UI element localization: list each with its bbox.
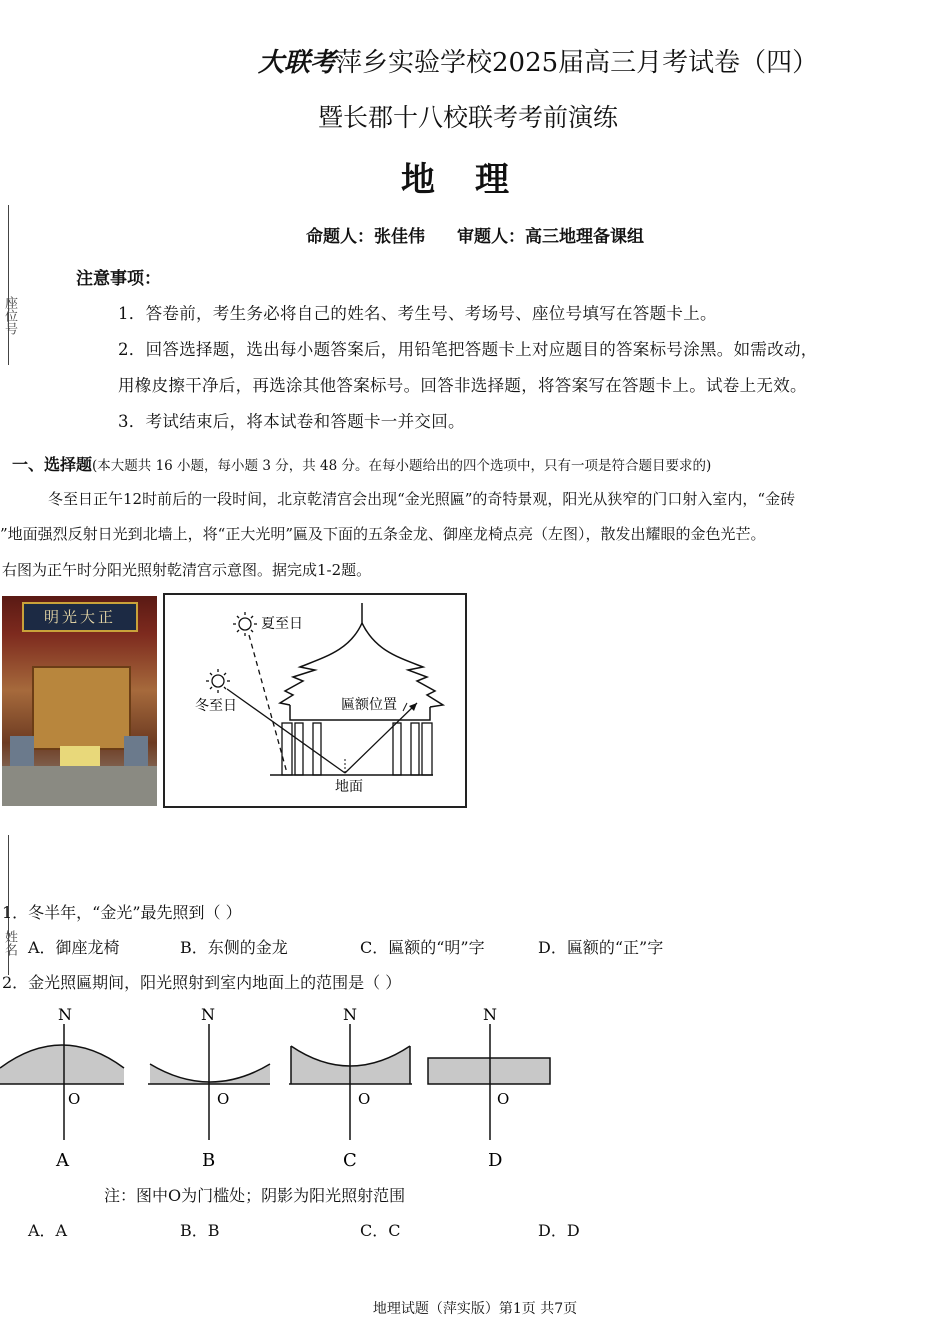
q2-diagrams [0,1000,560,1175]
column [422,723,432,775]
passage-line-3: 右图为正午时分阳光照射乾清宫示意图。据完成1-2题。 [2,561,372,579]
passage-line-1: 冬至日正午12时前后的一段时间，北京乾清宫会出现“金光照匾”的奇特景观，阳光从狭窄的门口射入室内，“金砖 [48,490,796,508]
diagram-c-origin: O [358,1090,371,1108]
notice-heading: 注意事项： [76,269,161,289]
section-heading [12,452,711,475]
plaque-position-label: 匾额位置 [341,697,397,713]
diagram-d-origin: O [497,1090,510,1108]
author: 命题人：张佳伟 [306,227,425,247]
steps [2,766,157,806]
question-1-stem: 1．冬半年，“金光”最先照到（ ） [2,903,242,922]
brand-logo-text: 大联考 [258,48,337,78]
sun-icon-winter [206,669,230,693]
throne-hall-photo [2,596,157,806]
diagram-a [0,1005,124,1171]
diagram-a-label: A [56,1150,69,1171]
diagram-a-north: N [58,1005,72,1024]
winter-ray-in [227,689,345,773]
question-2-stem: 2．金光照匾期间，阳光照射到室内地面上的范围是（ ） [2,973,402,992]
q1-option-b: B．东侧的金龙 [180,938,288,957]
plaque-leader [403,703,407,711]
column [282,723,292,775]
page-footer: 地理试题（萍实版）第1页 共7页 [372,1301,578,1317]
reviewer: 审题人：高三地理备课组 [457,227,644,247]
column [411,723,419,775]
notice-item-2-cont: 用橡皮擦干净后，再选涂其他答案标号。回答非选择题，将答案写在答题卡上。试卷上无效。 [118,376,807,395]
throne [32,666,131,750]
q2-option-d: D．D [538,1221,580,1240]
diagram-b-origin: O [217,1090,230,1108]
passage-line-2: ”地面强烈反射日光到北墙上，将“正大光明”匾及下面的五条金龙、御座龙椅点亮（左图），散发出耀眼的金色光芒。 [0,525,766,543]
roof-right [362,623,443,707]
diagram-d-label: D [488,1150,503,1171]
binding-line-top [8,205,9,365]
title-text: 萍乡实验学校2025届高三月考试卷（四） [336,48,819,78]
section-desc: (本大题共 16 小题，每小题 3 分，共 48 分。在每小题给出的四个选项中，只有一项是符合题目要求的) [92,458,712,474]
sunlight-diagram-svg [165,595,465,806]
notice-item-1: 1．答卷前，考生务必将自己的姓名、考生号、考场号、座位号填写在答题卡上。 [118,304,717,323]
sun-icon-summer [233,612,257,636]
plaque-photo-text: 明光大正 [22,602,138,632]
sunlight-diagram [163,593,467,808]
exam-title-line1 [258,42,818,79]
q1-option-a: A．御座龙椅 [28,938,120,957]
diagram-b-label: B [202,1150,216,1171]
notice-item-2: 2．回答选择题，选出每小题答案后，用铅笔把答题卡上对应题目的答案标号涂黑。如需改动， [118,340,818,359]
diagram-d-north: N [483,1005,497,1024]
section-label: 一、选择题 [12,455,93,474]
q2-option-b: B．B [180,1221,220,1240]
subject-title: 地理 [401,160,549,200]
seat-number-label: 座位号 [2,296,17,335]
column [313,723,321,775]
diagram-c-label: C [343,1150,357,1171]
exam-title-line2: 暨长郡十八校联考考前演练 [318,103,619,132]
q1-option-d: D．匾额的“正”字 [538,938,664,957]
summer-label: 夏至日 [261,616,303,632]
q2-option-a: A．A [28,1221,68,1240]
diagram-c-north: N [343,1005,357,1024]
winter-label: 冬至日 [195,698,237,714]
q2-note: 注：图中O为门槛处；阴影为阳光照射范围 [104,1186,406,1205]
column [393,723,401,775]
notice-item-3: 3．考试结束后，将本试卷和答题卡一并交回。 [118,412,465,431]
q2-option-c: C．C [360,1221,401,1240]
diagram-b-north: N [201,1005,215,1024]
diagram-b [148,1005,270,1171]
diagram-c [289,1005,412,1171]
diagram-a-origin: O [68,1090,81,1108]
q1-option-c: C．匾额的“明”字 [360,938,485,957]
author-line [0,222,950,247]
name-label: 姓名 [2,930,17,956]
ground-label: 地面 [335,779,363,795]
winter-ray-reflect [345,703,417,773]
column [295,723,303,775]
diagram-d [428,1005,550,1171]
